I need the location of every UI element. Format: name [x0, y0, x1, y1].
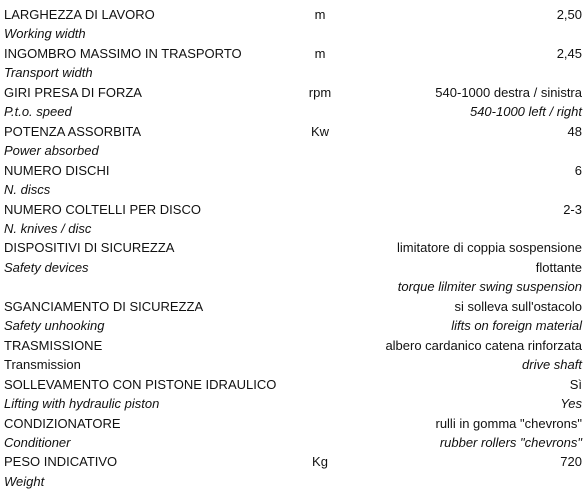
spec-value-it: limitatore di coppia sospensione: [397, 240, 582, 256]
spec-row-discs-en: [0, 180, 582, 199]
spec-row-hydraulic-lifting: [0, 375, 582, 394]
spec-label-en: Conditioner: [4, 434, 71, 450]
spec-label-it: INGOMBRO MASSIMO IN TRASPORTO: [4, 45, 242, 61]
spec-label-it: DISPOSITIVI DI SICUREZZA: [4, 240, 175, 256]
spec-row-working-width-en: [0, 24, 582, 43]
spec-label-it: NUMERO COLTELLI PER DISCO: [4, 201, 201, 217]
spec-label-en: Safety unhooking: [4, 318, 105, 334]
spec-label-en: Transport width: [4, 65, 93, 81]
spec-label-it: SGANCIAMENTO DI SICUREZZA: [4, 298, 204, 314]
spec-value-en: lifts on foreign material: [451, 318, 582, 334]
spec-row-safety-unhooking-en: [0, 316, 582, 335]
spec-row-working-width: [0, 5, 582, 24]
spec-unit: Kg: [312, 454, 328, 470]
spec-label-en: Weight: [4, 473, 45, 489]
spec-row-discs: [0, 161, 582, 180]
spec-row-knives: [0, 200, 582, 219]
spec-label-en: Safety devices: [4, 259, 89, 275]
spec-value-it: rulli in gomma "chevrons": [435, 415, 582, 431]
spec-label-it: SOLLEVAMENTO CON PISTONE IDRAULICO: [4, 376, 277, 392]
spec-value-it: 2,45: [556, 45, 582, 61]
spec-unit: m: [314, 45, 326, 61]
spec-label-en: P.t.o. speed: [4, 104, 72, 120]
spec-value-it-continued: flottante: [535, 259, 582, 275]
spec-row-transport-width-en: [0, 63, 582, 82]
spec-value-it: albero cardanico catena rinforzata: [385, 337, 582, 353]
spec-value-it: 6: [574, 162, 582, 178]
spec-row-safety-devices-en: [0, 258, 582, 277]
spec-value-it: 48: [567, 123, 582, 139]
spec-row-pto-speed: [0, 83, 582, 102]
spec-unit: rpm: [308, 84, 332, 100]
spec-label-en: Transmission: [4, 357, 81, 373]
spec-unit: Kw: [310, 123, 330, 139]
spec-label-it: CONDIZIONATORE: [4, 415, 121, 431]
spec-row-hydraulic-lifting-en: [0, 394, 582, 413]
spec-value-it: 540-1000 destra / sinistra: [435, 84, 582, 100]
spec-row-knives-en: [0, 219, 582, 238]
spec-value-en: drive shaft: [522, 357, 582, 373]
spec-value-it: si solleva sull'ostacolo: [454, 298, 582, 314]
spec-label-it: NUMERO DISCHI: [4, 162, 110, 178]
spec-label-it: PESO INDICATIVO: [4, 454, 118, 470]
spec-value-it: 720: [560, 454, 582, 470]
specifications-table: [0, 5, 582, 491]
spec-row-weight-en: [0, 472, 582, 491]
spec-unit: m: [314, 7, 326, 22]
spec-label-en: Working width: [4, 26, 86, 42]
spec-label-en: N. knives / disc: [4, 220, 92, 236]
spec-value-it: 2,50: [556, 7, 582, 22]
spec-label-it: TRASMISSIONE: [4, 337, 103, 353]
spec-row-power-absorbed: [0, 122, 582, 141]
spec-label-it: GIRI PRESA DI FORZA: [4, 84, 142, 100]
spec-row-safety-devices-en-value: [0, 277, 582, 296]
spec-value-en: Yes: [560, 396, 582, 412]
spec-label-en: N. discs: [4, 182, 51, 198]
spec-row-conditioner: [0, 414, 582, 433]
spec-row-safety-unhooking: [0, 297, 582, 316]
spec-row-transmission-en: [0, 355, 582, 374]
spec-label-it: POTENZA ASSORBITA: [4, 123, 142, 139]
spec-value-en: torque lilmiter swing suspension: [397, 279, 582, 295]
spec-label-en: Power absorbed: [4, 143, 99, 159]
spec-row-transmission: [0, 336, 582, 355]
spec-value-en: 540-1000 left / right: [469, 104, 582, 120]
spec-row-safety-devices: [0, 238, 582, 257]
spec-row-transport-width: [0, 44, 582, 63]
spec-label-it: LARGHEZZA DI LAVORO: [4, 7, 155, 22]
spec-label-en: Lifting with hydraulic piston: [4, 396, 160, 412]
spec-row-conditioner-en: [0, 433, 582, 452]
spec-value-it: Sì: [569, 376, 582, 392]
spec-row-pto-speed-en: [0, 102, 582, 121]
spec-row-weight: [0, 452, 582, 471]
spec-value-it: 2-3: [563, 201, 582, 217]
spec-value-en: rubber rollers "chevrons": [439, 434, 582, 450]
spec-row-power-absorbed-en: [0, 141, 582, 160]
